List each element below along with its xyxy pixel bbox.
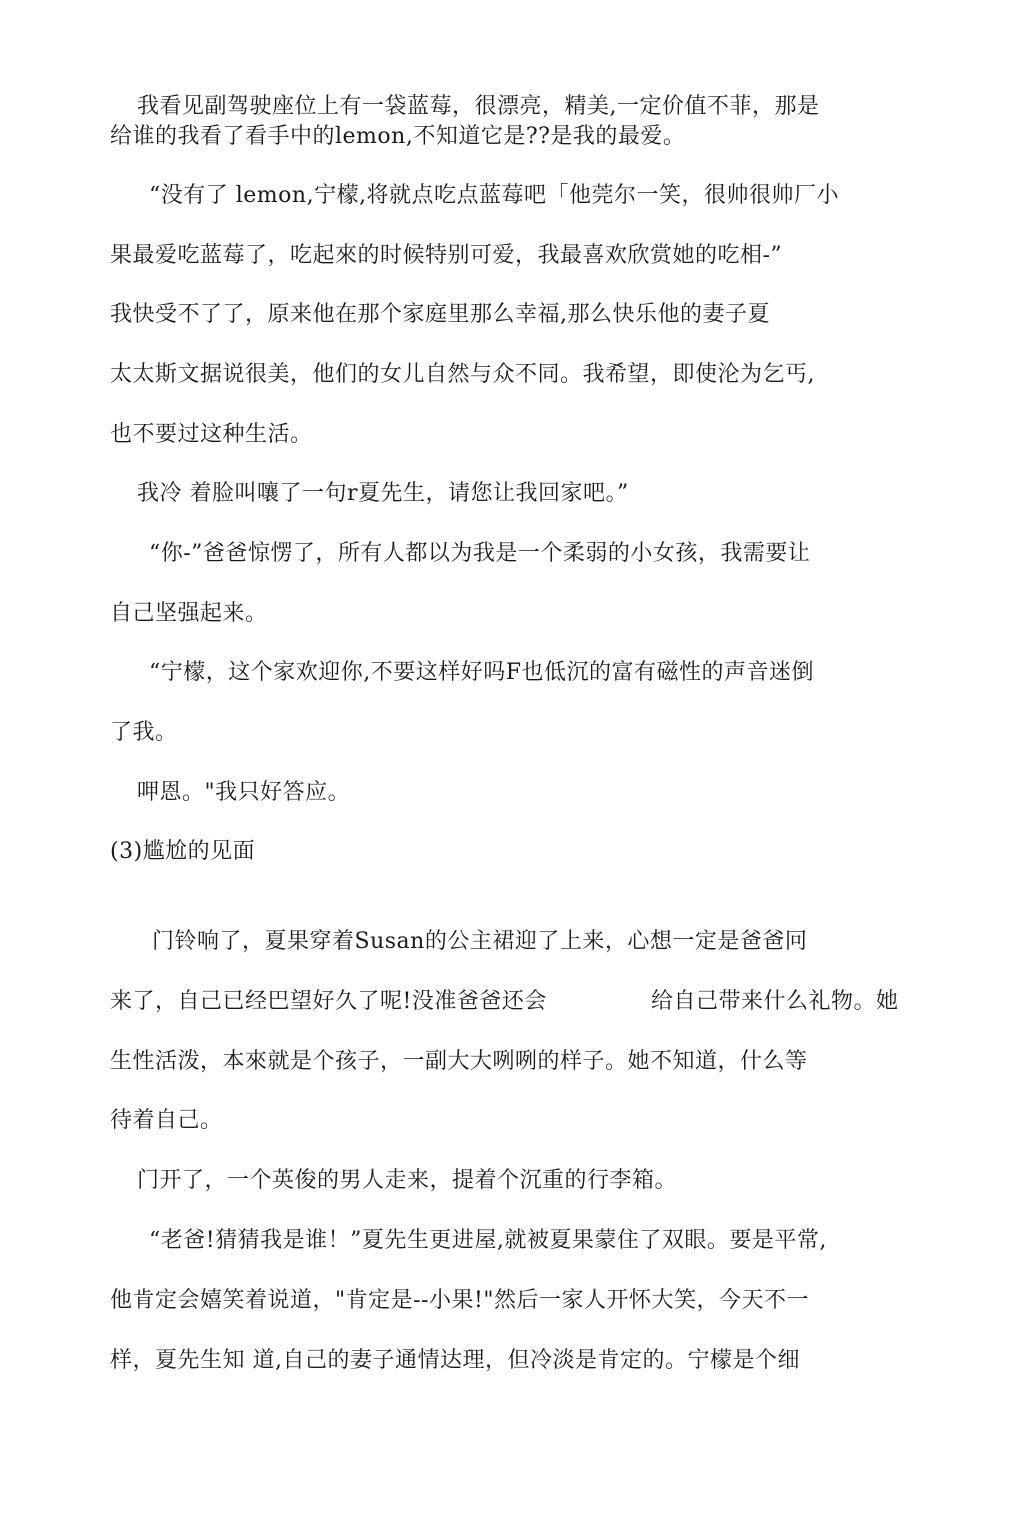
text-segment: 来了，自己已经巴望好久了呢!没准爸爸还会 xyxy=(110,989,547,1014)
text-line: 呷恩。"我只好答应。 xyxy=(137,780,351,805)
text-line: 给谁的我看了看手中的lemon,不知道它是??是我的最爱。 xyxy=(110,124,686,149)
text-segment: 给自己带来什么礼物。她 xyxy=(651,989,899,1014)
text-line: 太太斯文据说很美，他们的女儿自然与众不同。我希望，即使沦为乞丐, xyxy=(110,362,815,387)
text-line: 自己坚强起来。 xyxy=(110,601,268,626)
text-line: “宁檬，这个家欢迎你,不要这样好吗F也低沉的富有磁性的声音迷倒 xyxy=(149,660,815,685)
section-heading: (3)尴尬的见面 xyxy=(110,839,256,864)
text-line: “你-”爸爸惊愣了，所有人都以为我是一个柔弱的小女孩，我需要让 xyxy=(149,541,811,566)
text-line: 样，夏先生知 道,自己的妻子通情达理，但冷淡是肯定的。宁檬是个细 xyxy=(110,1348,800,1373)
text-line: 待着自己。 xyxy=(110,1108,223,1133)
text-line: “老爸!猜猜我是谁！”夏先生更进屋,就被夏果蒙住了双眼。要是平常, xyxy=(149,1228,827,1253)
text-line: 他肯定会嬉笑着说道，"肯定是--小果!"然后一家人开怀大笑，今天不一 xyxy=(110,1288,809,1313)
text-line: 我看见副驾驶座位上有一袋蓝莓，很漂亮，精美,一定价值不菲，那是 xyxy=(137,94,820,119)
text-line: “没有了 lemon,宁檬,将就点吃点蓝莓吧「他莞尔一笑，很帅很帅厂小 xyxy=(149,183,840,208)
text-line: 我冷 着脸叫嚷了一句r夏先生，请您让我回家吧。” xyxy=(137,481,629,506)
text-line: 门开了，一个英俊的男人走来，提着个沉重的行李箱。 xyxy=(137,1168,678,1193)
text-line: 了我。 xyxy=(110,720,178,745)
text-line: 我快受不了了，原来他在那个家庭里那么幸福,那么快乐他的妻子夏 xyxy=(110,302,770,327)
text-line: 门铃响了，夏果穿着Susan的公主裙迎了上来，心想一定是爸爸冋 xyxy=(152,929,808,954)
text-line: 生性活泼，本來就是个孩子，一副大大咧咧的样子。她不知道，什么等 xyxy=(110,1049,808,1074)
text-line: 果最爱吃蓝莓了，吃起來的时候特别可爱，我最喜欢欣赏她的吃相-” xyxy=(110,243,783,268)
text-line: 也不要过这种生活。 xyxy=(110,422,313,447)
